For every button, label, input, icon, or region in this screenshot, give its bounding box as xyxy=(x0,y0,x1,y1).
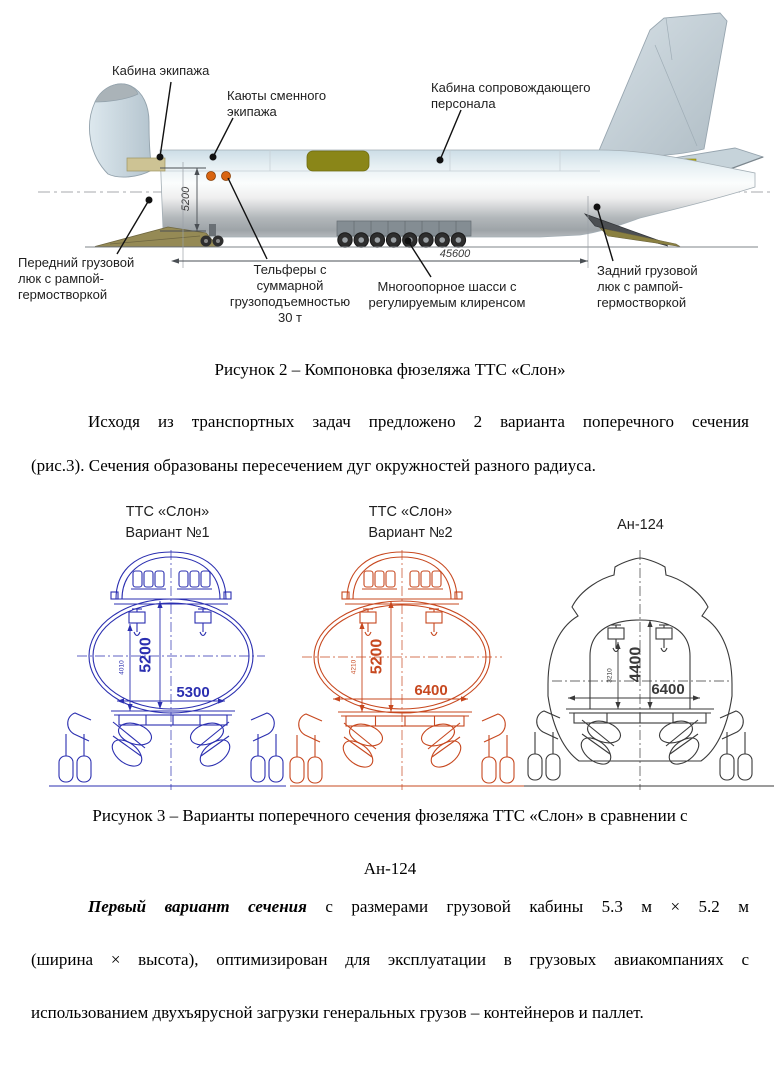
dim-5200-label: 5200 xyxy=(180,186,192,212)
cross-section-drawing xyxy=(288,544,533,796)
label-crew-cabin: Кабина экипажа xyxy=(112,63,210,78)
section2-title: ТТС «Слон» Вариант №2 xyxy=(368,504,453,542)
dim-label: 6400 xyxy=(651,681,685,698)
figure3 xyxy=(0,500,780,802)
dim-label: 4400 xyxy=(627,646,645,683)
nose-cone xyxy=(89,84,165,177)
figure2 xyxy=(0,0,780,352)
paragraph1-line1: Исходя из транспортных задач предложено 2 варианта поперечного сечения xyxy=(88,412,749,431)
label-escort-cabin: Кабина сопровождающего персонала xyxy=(431,80,591,111)
paragraph2-line2: (ширина × высота), оптимизирован для эксплуатации в грузовых авиакомпаниях с xyxy=(31,950,749,969)
dim-label: 6400 xyxy=(414,682,448,699)
dim-label: 4210 xyxy=(350,659,358,675)
section-variant1 xyxy=(45,500,290,800)
section3-title: Ан-124 xyxy=(617,517,664,533)
cross-section-drawing xyxy=(518,544,776,796)
dim-label: 5200 xyxy=(368,638,386,675)
section1-title: ТТС «Слон» Вариант №1 xyxy=(125,504,210,542)
paragraph1-line2: (рис.3). Сечения образованы пересечением дуг окружностей разного радиуса. xyxy=(31,456,596,475)
cross-section-drawing xyxy=(45,544,290,796)
figure3-caption-line2: Ан-124 xyxy=(363,859,417,878)
paragraph2-line3: использованием двухъярусной загрузки генеральных грузов – контейнеров и паллет. xyxy=(31,1003,644,1022)
label-chassis: Многоопорное шасси с регулируемым клиренсом xyxy=(368,279,526,310)
label-front-cargo-hatch: Передний грузовой люк с рампой- гермостворкой xyxy=(18,255,135,302)
figure2-caption: Рисунок 2 – Компоновка фюзеляжа ТТС «Слон» xyxy=(214,360,566,379)
paragraph2-line1-rest: с размерами грузовой кабины 5.3 м × 5.2 м xyxy=(306,897,749,916)
dim-label: 5300 xyxy=(176,684,210,701)
dim-45600-label: 45600 xyxy=(439,248,471,260)
label-telphers: Тельферы с суммарной грузоподъемностью 30 т xyxy=(229,262,351,325)
paragraph2-line1 xyxy=(31,897,749,917)
section-an124 xyxy=(518,500,780,800)
dim-label: 5200 xyxy=(137,637,155,673)
dim-label: 3210 xyxy=(606,668,614,683)
section-variant2 xyxy=(288,500,533,800)
wing-fairing-patch xyxy=(307,151,369,171)
label-relief-crew: Каюты сменного экипажа xyxy=(227,88,327,119)
label-rear-cargo-hatch: Задний грузовой люк с рампой- гермостворкой xyxy=(597,263,698,310)
dim-label: 4010 xyxy=(118,660,126,675)
figure3-caption-line1: Рисунок 3 – Варианты поперечного сечения фюзеляжа ТТС «Слон» в сравнении с xyxy=(92,806,688,825)
paragraph2-lead: Первый вариант сечения xyxy=(88,897,307,916)
main-landing-gear xyxy=(337,221,471,247)
